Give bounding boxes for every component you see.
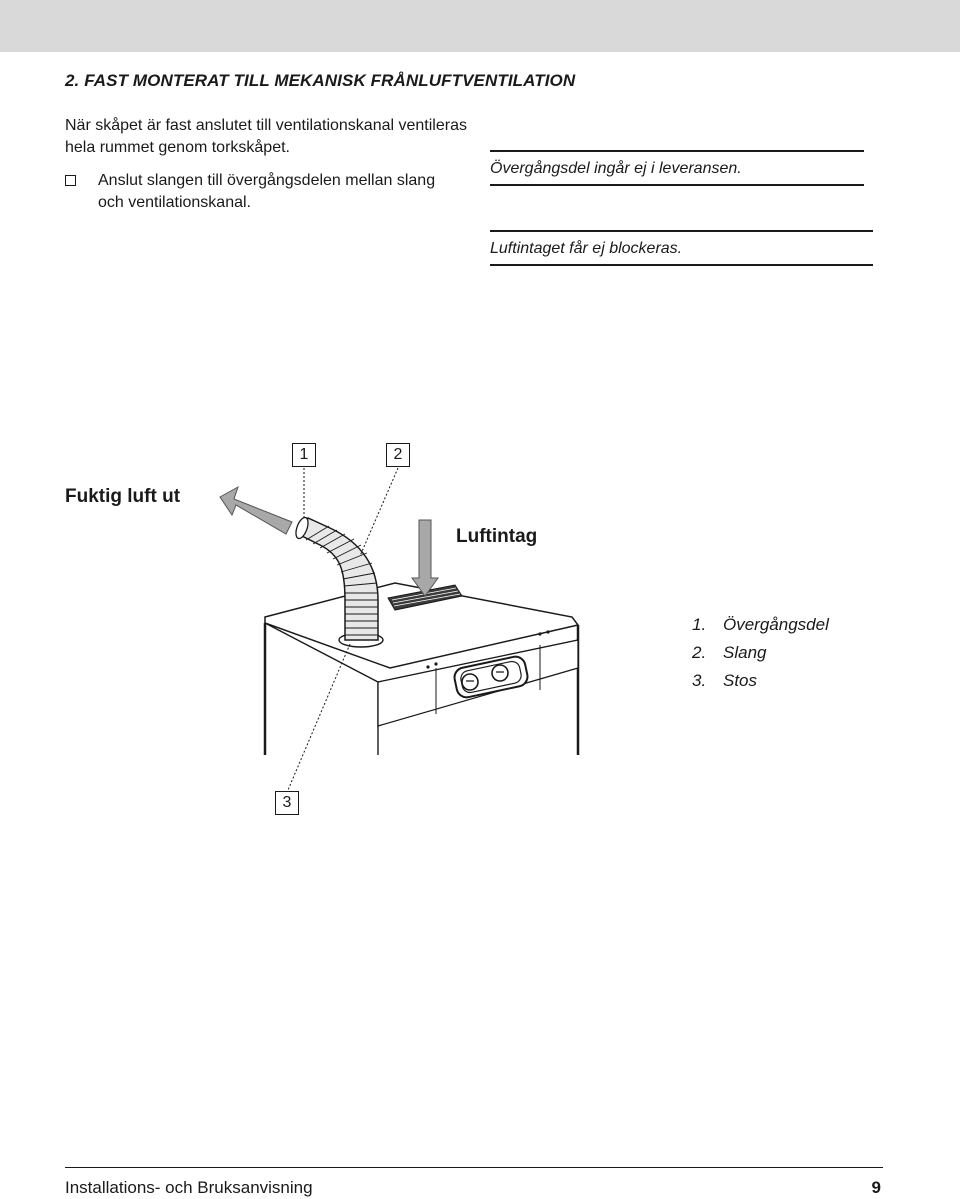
instruction-step — [65, 170, 465, 214]
note-text: Luftintaget får ej blockeras. — [490, 240, 683, 257]
page-number: 9 — [871, 1178, 881, 1197]
cabinet-body — [265, 583, 578, 755]
legend-item: 3. Stos — [692, 671, 758, 690]
header-band — [0, 0, 960, 52]
callout-3: 3 — [275, 791, 299, 815]
footer-title: Installations- och Bruksanvisning — [65, 1178, 313, 1197]
section-heading: 2. FAST MONTERAT TILL MEKANISK FRÅNLUFTVENTILATION — [65, 71, 576, 90]
callout-2: 2 — [386, 443, 410, 467]
note-rule-bottom — [490, 264, 873, 266]
checkbox-icon — [65, 175, 76, 186]
air-in-arrow — [412, 520, 438, 596]
footer-rule — [65, 1167, 883, 1168]
air-out-arrow — [220, 487, 292, 534]
label-air-out: Fuktig luft ut — [65, 486, 181, 507]
intro-paragraph: När skåpet är fast anslutet till ventilationskanal ventileras hela rummet genom torkskåpet. — [65, 117, 467, 156]
label-air-intake: Luftintag — [456, 526, 538, 547]
callout-1: 1 — [292, 443, 316, 467]
note-box-delivery — [490, 150, 864, 186]
control-knobs — [453, 655, 530, 699]
illustration-legend — [692, 611, 829, 695]
step-text: Anslut slangen till övergångsdelen mellan slang och ventilationskanal. — [98, 172, 436, 211]
note-text: Övergångsdel ingår ej i leveransen. — [490, 160, 742, 177]
legend-item: 2. Slang — [692, 643, 767, 662]
legend-item: 1. Övergångsdel — [692, 615, 829, 634]
note-box-air-intake — [490, 230, 873, 266]
note-rule-bottom — [490, 184, 864, 186]
